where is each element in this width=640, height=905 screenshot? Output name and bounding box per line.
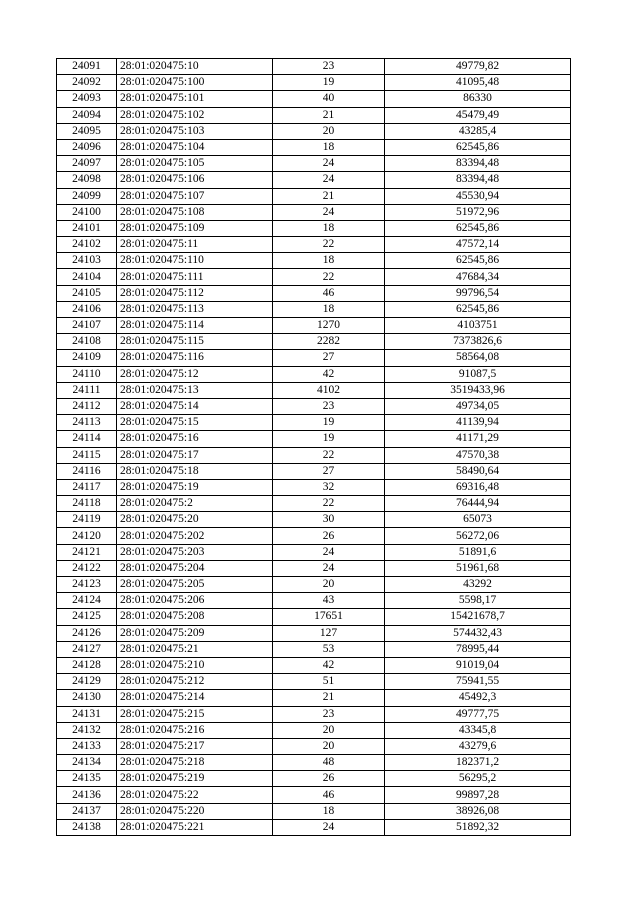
area-cell: 24 [273, 819, 385, 835]
area-cell: 32 [273, 479, 385, 495]
area-cell: 27 [273, 350, 385, 366]
cadastral-number-cell: 28:01:020475:13 [117, 382, 273, 398]
table-row [57, 787, 571, 803]
cadastral-value-cell: 47570,38 [385, 447, 571, 463]
row-number-cell: 24107 [57, 318, 117, 334]
area-cell: 26 [273, 771, 385, 787]
table-row [57, 139, 571, 155]
cadastral-value-cell: 4103751 [385, 318, 571, 334]
cadastral-value-cell: 83394,48 [385, 172, 571, 188]
cadastral-number-cell: 28:01:020475:11 [117, 237, 273, 253]
row-number-cell: 24100 [57, 204, 117, 220]
cadastral-value-cell: 99897,28 [385, 787, 571, 803]
table-row [57, 479, 571, 495]
cadastral-value-cell: 75941,55 [385, 674, 571, 690]
cadastral-value-cell: 62545,86 [385, 220, 571, 236]
area-cell: 53 [273, 641, 385, 657]
table-row [57, 334, 571, 350]
cadastral-number-cell: 28:01:020475:21 [117, 641, 273, 657]
cadastral-number-cell: 28:01:020475:109 [117, 220, 273, 236]
cadastral-value-cell: 91087,5 [385, 366, 571, 382]
area-cell: 40 [273, 91, 385, 107]
cadastral-number-cell: 28:01:020475:15 [117, 415, 273, 431]
row-number-cell: 24120 [57, 528, 117, 544]
cadastral-value-cell: 51891,6 [385, 544, 571, 560]
cadastral-value-cell: 574432,43 [385, 625, 571, 641]
cadastral-number-cell: 28:01:020475:100 [117, 75, 273, 91]
cadastral-number-cell: 28:01:020475:215 [117, 706, 273, 722]
area-cell: 23 [273, 59, 385, 75]
table-row [57, 156, 571, 172]
row-number-cell: 24104 [57, 269, 117, 285]
cadastral-number-cell: 28:01:020475:19 [117, 479, 273, 495]
cadastral-value-cell: 45479,49 [385, 107, 571, 123]
cadastral-value-cell: 62545,86 [385, 139, 571, 155]
row-number-cell: 24117 [57, 479, 117, 495]
cadastral-number-cell: 28:01:020475:2 [117, 496, 273, 512]
area-cell: 18 [273, 253, 385, 269]
area-cell: 22 [273, 447, 385, 463]
area-cell: 43 [273, 593, 385, 609]
area-cell: 18 [273, 139, 385, 155]
table-row [57, 366, 571, 382]
cadastral-value-cell: 56295,2 [385, 771, 571, 787]
cadastral-value-cell: 43285,4 [385, 123, 571, 139]
table-row [57, 803, 571, 819]
table-row [57, 609, 571, 625]
area-cell: 51 [273, 674, 385, 690]
row-number-cell: 24097 [57, 156, 117, 172]
cadastral-value-cell: 15421678,7 [385, 609, 571, 625]
row-number-cell: 24103 [57, 253, 117, 269]
cadastral-number-cell: 28:01:020475:107 [117, 188, 273, 204]
row-number-cell: 24094 [57, 107, 117, 123]
area-cell: 17651 [273, 609, 385, 625]
cadastral-value-cell: 83394,48 [385, 156, 571, 172]
cadastral-number-cell: 28:01:020475:111 [117, 269, 273, 285]
table-row [57, 463, 571, 479]
area-cell: 24 [273, 156, 385, 172]
cadastral-value-cell: 38926,08 [385, 803, 571, 819]
cadastral-number-cell: 28:01:020475:110 [117, 253, 273, 269]
table-row [57, 123, 571, 139]
area-cell: 18 [273, 803, 385, 819]
cadastral-value-cell: 43279,6 [385, 738, 571, 754]
cadastral-value-cell: 45492,3 [385, 690, 571, 706]
cadastral-value-cell: 91019,04 [385, 657, 571, 673]
table-row [57, 641, 571, 657]
cadastral-number-cell: 28:01:020475:210 [117, 657, 273, 673]
area-cell: 1270 [273, 318, 385, 334]
cadastral-number-cell: 28:01:020475:216 [117, 722, 273, 738]
row-number-cell: 24110 [57, 366, 117, 382]
row-number-cell: 24132 [57, 722, 117, 738]
row-number-cell: 24102 [57, 237, 117, 253]
area-cell: 22 [273, 269, 385, 285]
area-cell: 20 [273, 738, 385, 754]
table-row [57, 172, 571, 188]
cadastral-value-cell: 49777,75 [385, 706, 571, 722]
cadastral-number-cell: 28:01:020475:103 [117, 123, 273, 139]
cadastral-value-cell: 43345,8 [385, 722, 571, 738]
cadastral-number-cell: 28:01:020475:106 [117, 172, 273, 188]
table-row [57, 738, 571, 754]
cadastral-number-cell: 28:01:020475:14 [117, 398, 273, 414]
row-number-cell: 24128 [57, 657, 117, 673]
table-row [57, 496, 571, 512]
row-number-cell: 24095 [57, 123, 117, 139]
cadastral-value-cell: 51972,96 [385, 204, 571, 220]
area-cell: 23 [273, 706, 385, 722]
cadastral-number-cell: 28:01:020475:214 [117, 690, 273, 706]
row-number-cell: 24125 [57, 609, 117, 625]
cadastral-value-cell: 62545,86 [385, 253, 571, 269]
row-number-cell: 24092 [57, 75, 117, 91]
table-row [57, 204, 571, 220]
area-cell: 22 [273, 237, 385, 253]
row-number-cell: 24131 [57, 706, 117, 722]
row-number-cell: 24091 [57, 59, 117, 75]
cadastral-number-cell: 28:01:020475:10 [117, 59, 273, 75]
row-number-cell: 24137 [57, 803, 117, 819]
cadastral-number-cell: 28:01:020475:17 [117, 447, 273, 463]
row-number-cell: 24122 [57, 560, 117, 576]
table-row [57, 544, 571, 560]
cadastral-number-cell: 28:01:020475:220 [117, 803, 273, 819]
row-number-cell: 24116 [57, 463, 117, 479]
cadastral-value-cell: 45530,94 [385, 188, 571, 204]
table-row [57, 318, 571, 334]
area-cell: 30 [273, 512, 385, 528]
cadastral-number-cell: 28:01:020475:209 [117, 625, 273, 641]
cadastral-number-cell: 28:01:020475:217 [117, 738, 273, 754]
cadastral-value-cell: 51892,32 [385, 819, 571, 835]
area-cell: 26 [273, 528, 385, 544]
table-row [57, 91, 571, 107]
table-row [57, 722, 571, 738]
table-row [57, 593, 571, 609]
area-cell: 21 [273, 690, 385, 706]
area-cell: 127 [273, 625, 385, 641]
cadastral-value-cell: 41139,94 [385, 415, 571, 431]
row-number-cell: 24118 [57, 496, 117, 512]
row-number-cell: 24127 [57, 641, 117, 657]
table-row [57, 625, 571, 641]
cadastral-number-cell: 28:01:020475:113 [117, 301, 273, 317]
cadastral-value-cell: 3519433,96 [385, 382, 571, 398]
table-row [57, 269, 571, 285]
table-row [57, 690, 571, 706]
table-row [57, 398, 571, 414]
cadastral-value-cell: 41095,48 [385, 75, 571, 91]
cadastral-number-cell: 28:01:020475:12 [117, 366, 273, 382]
row-number-cell: 24108 [57, 334, 117, 350]
cadastral-value-cell: 5598,17 [385, 593, 571, 609]
table-row [57, 253, 571, 269]
area-cell: 21 [273, 107, 385, 123]
row-number-cell: 24114 [57, 431, 117, 447]
cadastral-value-cell: 62545,86 [385, 301, 571, 317]
area-cell: 24 [273, 172, 385, 188]
cadastral-number-cell: 28:01:020475:16 [117, 431, 273, 447]
table-body [57, 59, 571, 836]
table-row [57, 706, 571, 722]
table-row [57, 674, 571, 690]
table-row [57, 220, 571, 236]
area-cell: 46 [273, 285, 385, 301]
table-row [57, 107, 571, 123]
row-number-cell: 24111 [57, 382, 117, 398]
row-number-cell: 24134 [57, 755, 117, 771]
row-number-cell: 24133 [57, 738, 117, 754]
table-row [57, 382, 571, 398]
cadastral-number-cell: 28:01:020475:218 [117, 755, 273, 771]
cadastral-number-cell: 28:01:020475:18 [117, 463, 273, 479]
row-number-cell: 24129 [57, 674, 117, 690]
cadastral-value-cell: 56272,06 [385, 528, 571, 544]
area-cell: 46 [273, 787, 385, 803]
area-cell: 19 [273, 415, 385, 431]
cadastral-value-cell: 99796,54 [385, 285, 571, 301]
row-number-cell: 24136 [57, 787, 117, 803]
table-row [57, 528, 571, 544]
cadastral-value-cell: 43292 [385, 577, 571, 593]
area-cell: 48 [273, 755, 385, 771]
cadastral-number-cell: 28:01:020475:104 [117, 139, 273, 155]
cadastral-number-cell: 28:01:020475:105 [117, 156, 273, 172]
row-number-cell: 24112 [57, 398, 117, 414]
row-number-cell: 24101 [57, 220, 117, 236]
cadastral-number-cell: 28:01:020475:108 [117, 204, 273, 220]
area-cell: 42 [273, 657, 385, 673]
row-number-cell: 24113 [57, 415, 117, 431]
cadastral-value-cell: 86330 [385, 91, 571, 107]
table-row [57, 75, 571, 91]
area-cell: 19 [273, 431, 385, 447]
cadastral-value-cell: 65073 [385, 512, 571, 528]
table-row [57, 415, 571, 431]
cadastral-number-cell: 28:01:020475:202 [117, 528, 273, 544]
area-cell: 4102 [273, 382, 385, 398]
table-row [57, 350, 571, 366]
row-number-cell: 24115 [57, 447, 117, 463]
row-number-cell: 24126 [57, 625, 117, 641]
cadastral-number-cell: 28:01:020475:102 [117, 107, 273, 123]
area-cell: 20 [273, 577, 385, 593]
row-number-cell: 24096 [57, 139, 117, 155]
cadastral-value-cell: 7373826,6 [385, 334, 571, 350]
area-cell: 19 [273, 75, 385, 91]
table-row [57, 657, 571, 673]
cadastral-number-cell: 28:01:020475:114 [117, 318, 273, 334]
cadastral-value-cell: 76444,94 [385, 496, 571, 512]
row-number-cell: 24119 [57, 512, 117, 528]
cadastral-value-cell: 58564,08 [385, 350, 571, 366]
table-row [57, 59, 571, 75]
cadastral-value-cell: 182371,2 [385, 755, 571, 771]
table-row [57, 301, 571, 317]
cadastral-number-cell: 28:01:020475:203 [117, 544, 273, 560]
cadastral-number-cell: 28:01:020475:116 [117, 350, 273, 366]
area-cell: 20 [273, 123, 385, 139]
table-row [57, 237, 571, 253]
row-number-cell: 24123 [57, 577, 117, 593]
cadastral-number-cell: 28:01:020475:212 [117, 674, 273, 690]
cadastral-value-cell: 49734,05 [385, 398, 571, 414]
table-row [57, 285, 571, 301]
area-cell: 24 [273, 544, 385, 560]
row-number-cell: 24130 [57, 690, 117, 706]
row-number-cell: 24098 [57, 172, 117, 188]
row-number-cell: 24135 [57, 771, 117, 787]
table-row [57, 512, 571, 528]
row-number-cell: 24099 [57, 188, 117, 204]
row-number-cell: 24138 [57, 819, 117, 835]
area-cell: 18 [273, 220, 385, 236]
cadastral-value-cell: 47572,14 [385, 237, 571, 253]
table-row [57, 755, 571, 771]
table-row [57, 447, 571, 463]
area-cell: 23 [273, 398, 385, 414]
cadastral-value-cell: 49779,82 [385, 59, 571, 75]
cadastral-value-cell: 69316,48 [385, 479, 571, 495]
cadastral-number-cell: 28:01:020475:219 [117, 771, 273, 787]
cadastral-value-cell: 58490,64 [385, 463, 571, 479]
cadastral-value-cell: 78995,44 [385, 641, 571, 657]
area-cell: 22 [273, 496, 385, 512]
cadastral-number-cell: 28:01:020475:208 [117, 609, 273, 625]
area-cell: 24 [273, 560, 385, 576]
area-cell: 18 [273, 301, 385, 317]
cadastral-value-cell: 41171,29 [385, 431, 571, 447]
cadastral-number-cell: 28:01:020475:20 [117, 512, 273, 528]
cadastral-number-cell: 28:01:020475:115 [117, 334, 273, 350]
row-number-cell: 24093 [57, 91, 117, 107]
cadastral-value-cell: 47684,34 [385, 269, 571, 285]
table-row [57, 431, 571, 447]
table-row [57, 819, 571, 835]
cadastral-number-cell: 28:01:020475:221 [117, 819, 273, 835]
cadastral-number-cell: 28:01:020475:22 [117, 787, 273, 803]
area-cell: 20 [273, 722, 385, 738]
area-cell: 21 [273, 188, 385, 204]
cadastral-value-table [56, 58, 571, 836]
cadastral-value-cell: 51961,68 [385, 560, 571, 576]
area-cell: 27 [273, 463, 385, 479]
row-number-cell: 24105 [57, 285, 117, 301]
table-row [57, 771, 571, 787]
area-cell: 24 [273, 204, 385, 220]
table-row [57, 577, 571, 593]
cadastral-number-cell: 28:01:020475:112 [117, 285, 273, 301]
table-row [57, 188, 571, 204]
cadastral-number-cell: 28:01:020475:101 [117, 91, 273, 107]
row-number-cell: 24124 [57, 593, 117, 609]
cadastral-number-cell: 28:01:020475:206 [117, 593, 273, 609]
cadastral-number-cell: 28:01:020475:205 [117, 577, 273, 593]
area-cell: 2282 [273, 334, 385, 350]
row-number-cell: 24121 [57, 544, 117, 560]
area-cell: 42 [273, 366, 385, 382]
row-number-cell: 24109 [57, 350, 117, 366]
table-row [57, 560, 571, 576]
row-number-cell: 24106 [57, 301, 117, 317]
cadastral-number-cell: 28:01:020475:204 [117, 560, 273, 576]
